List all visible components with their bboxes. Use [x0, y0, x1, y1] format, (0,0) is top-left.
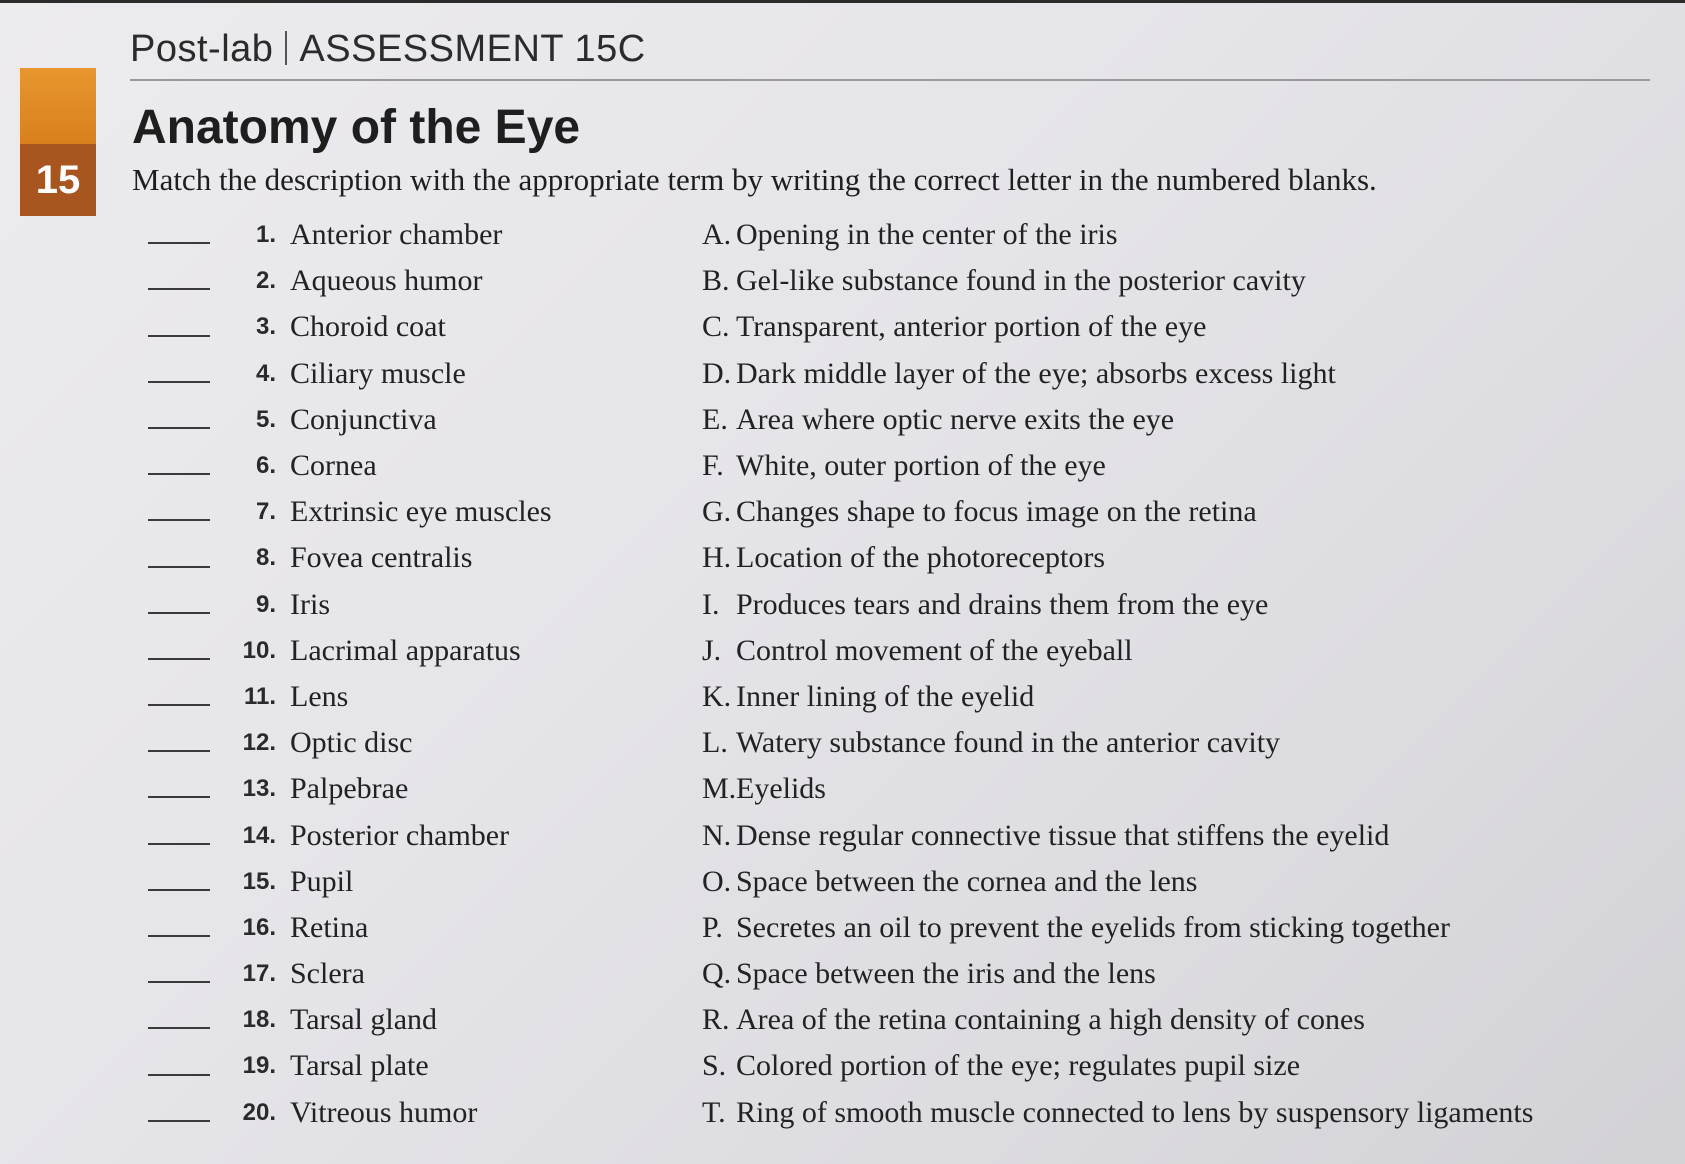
definition-row	[702, 628, 1642, 674]
definition-row	[702, 397, 1642, 443]
answer-blank[interactable]	[148, 658, 210, 660]
definition-letter: C.	[702, 310, 730, 344]
term-row	[148, 535, 708, 581]
answer-blank[interactable]	[148, 1120, 210, 1122]
term-number: 18.	[242, 1006, 276, 1034]
term-label: Posterior chamber	[290, 818, 510, 852]
term-row	[148, 1043, 708, 1089]
term-number: 17.	[242, 960, 276, 988]
badge-chapter-number: 15	[20, 144, 96, 216]
definition-row	[702, 720, 1642, 766]
term-number: 6.	[255, 452, 276, 480]
definition-row	[702, 535, 1642, 581]
definition-text: Produces tears and drains them from the eye	[736, 587, 1269, 621]
term-row	[148, 489, 708, 535]
definition-letter: J.	[702, 633, 722, 667]
term-row	[148, 443, 708, 489]
term-label: Anterior chamber	[290, 218, 503, 252]
term-label: Palpebrae	[290, 772, 409, 806]
definitions-list	[702, 212, 1642, 1136]
definition-text: Control movement of the eyeball	[736, 633, 1133, 667]
definition-letter: D.	[702, 356, 732, 390]
answer-blank[interactable]	[148, 519, 210, 521]
term-row	[148, 397, 708, 443]
term-number: 13.	[242, 775, 276, 803]
term-number: 12.	[242, 729, 276, 757]
term-number: 3.	[255, 313, 276, 341]
definition-letter: I.	[702, 587, 720, 621]
top-edge	[0, 0, 1685, 3]
term-number: 4.	[255, 359, 276, 387]
definition-letter: A.	[702, 218, 732, 252]
term-number: 1.	[255, 221, 276, 249]
definition-row	[702, 1043, 1642, 1089]
answer-blank[interactable]	[148, 242, 210, 244]
definition-text: Area where optic nerve exits the eye	[736, 402, 1175, 436]
definition-letter: P.	[702, 910, 723, 944]
definition-text: Space between the cornea and the lens	[736, 864, 1198, 898]
term-number: 15.	[242, 867, 276, 895]
chapter-badge	[20, 68, 96, 216]
term-row	[148, 628, 708, 674]
term-row	[148, 812, 708, 858]
term-number: 11.	[243, 682, 276, 710]
definition-row	[702, 674, 1642, 720]
definition-row	[702, 443, 1642, 489]
term-label: Tarsal plate	[290, 1049, 429, 1083]
definition-row	[702, 905, 1642, 951]
definition-text: Secretes an oil to prevent the eyelids from sticking together	[736, 910, 1450, 944]
definition-text: Changes shape to focus image on the retina	[736, 495, 1257, 529]
definition-letter: G.	[702, 495, 732, 529]
answer-blank[interactable]	[148, 612, 210, 614]
definition-letter: N.	[702, 818, 732, 852]
definition-text: Gel-like substance found in the posterior cavity	[736, 264, 1306, 298]
answer-blank[interactable]	[148, 704, 210, 706]
definition-text: Colored portion of the eye; regulates pupil size	[736, 1049, 1301, 1083]
definition-row	[702, 951, 1642, 997]
term-row	[148, 720, 708, 766]
terms-list	[148, 212, 708, 1136]
definition-letter: M.	[702, 772, 737, 806]
answer-blank[interactable]	[148, 935, 210, 937]
term-row	[148, 1090, 708, 1136]
assessment-header	[130, 28, 1650, 81]
term-number: 19.	[242, 1052, 276, 1080]
term-row	[148, 766, 708, 812]
answer-blank[interactable]	[148, 796, 210, 798]
definition-text: Transparent, anterior portion of the eye	[736, 310, 1207, 344]
term-row	[148, 951, 708, 997]
answer-blank[interactable]	[148, 889, 210, 891]
definition-text: Dense regular connective tissue that stiffens the eyelid	[736, 818, 1390, 852]
definition-row	[702, 1090, 1642, 1136]
definition-text: Space between the iris and the lens	[736, 957, 1156, 991]
definition-letter: B.	[702, 264, 730, 298]
term-label: Lens	[290, 679, 349, 713]
answer-blank[interactable]	[148, 473, 210, 475]
term-label: Lacrimal apparatus	[290, 633, 521, 667]
term-label: Fovea centralis	[290, 541, 473, 575]
answer-blank[interactable]	[148, 381, 210, 383]
term-row	[148, 674, 708, 720]
term-row	[148, 258, 708, 304]
term-row	[148, 582, 708, 628]
term-label: Cornea	[290, 449, 377, 483]
definition-row	[702, 582, 1642, 628]
definition-letter: L.	[702, 726, 728, 760]
term-row	[148, 905, 708, 951]
term-number: 20.	[242, 1098, 276, 1126]
term-number: 7.	[255, 498, 276, 526]
definition-row	[702, 212, 1642, 258]
definition-row	[702, 812, 1642, 858]
instructions: Match the description with the appropriate term by writing the correct letter in the numbered blanks.	[132, 162, 1377, 197]
answer-blank[interactable]	[148, 427, 210, 429]
definition-text: Location of the photoreceptors	[736, 541, 1106, 575]
answer-blank[interactable]	[148, 750, 210, 752]
term-label: Extrinsic eye muscles	[290, 495, 552, 529]
definition-text: Ring of smooth muscle connected to lens by suspensory ligaments	[736, 1095, 1534, 1129]
definition-row	[702, 351, 1642, 397]
term-label: Sclera	[290, 957, 365, 991]
definition-text: Inner lining of the eyelid	[736, 679, 1035, 713]
term-row	[148, 351, 708, 397]
term-label: Conjunctiva	[290, 402, 437, 436]
term-row	[148, 859, 708, 905]
term-label: Aqueous humor	[290, 264, 483, 298]
answer-blank[interactable]	[148, 843, 210, 845]
definition-text: White, outer portion of the eye	[736, 449, 1106, 483]
definition-row	[702, 766, 1642, 812]
answer-blank[interactable]	[148, 1074, 210, 1076]
term-number: 5.	[255, 405, 276, 433]
definition-row	[702, 304, 1642, 350]
term-row	[148, 997, 708, 1043]
definition-letter: Q.	[702, 957, 732, 991]
term-number: 2.	[255, 267, 276, 295]
definition-letter: T.	[702, 1095, 726, 1129]
definition-text: Eyelids	[736, 772, 826, 806]
definition-text: Watery substance found in the anterior cavity	[736, 726, 1281, 760]
badge-orange-block	[20, 68, 96, 144]
term-label: Iris	[290, 587, 330, 621]
definition-text: Opening in the center of the iris	[736, 218, 1118, 252]
answer-blank[interactable]	[148, 288, 210, 290]
definition-row	[702, 489, 1642, 535]
term-label: Retina	[290, 910, 369, 944]
definition-text: Dark middle layer of the eye; absorbs excess light	[736, 356, 1336, 390]
answer-blank[interactable]	[148, 335, 210, 337]
page-title: Anatomy of the Eye	[132, 101, 581, 154]
answer-blank[interactable]	[148, 981, 210, 983]
term-row	[148, 212, 708, 258]
definition-letter: S.	[702, 1049, 727, 1083]
term-label: Choroid coat	[290, 310, 446, 344]
definition-row	[702, 258, 1642, 304]
header-label-assessment: ASSESSMENT 15C	[299, 28, 646, 70]
term-number: 8.	[255, 544, 276, 572]
answer-blank[interactable]	[148, 566, 210, 568]
definition-letter: H.	[702, 541, 732, 575]
term-number: 16.	[242, 913, 276, 941]
term-number: 14.	[242, 821, 276, 849]
definition-letter: K.	[702, 679, 732, 713]
term-label: Pupil	[290, 864, 354, 898]
term-label: Ciliary muscle	[290, 356, 466, 390]
definition-letter: R.	[702, 1003, 730, 1037]
header-divider	[285, 31, 287, 65]
term-label: Vitreous humor	[290, 1095, 478, 1129]
term-label: Tarsal gland	[290, 1003, 438, 1037]
term-number: 9.	[255, 590, 276, 618]
definition-text: Area of the retina containing a high density of cones	[736, 1003, 1365, 1037]
header-label-postlab: Post-lab	[130, 28, 274, 70]
answer-blank[interactable]	[148, 1027, 210, 1029]
definition-row	[702, 859, 1642, 905]
term-row	[148, 304, 708, 350]
definition-letter: F.	[702, 449, 724, 483]
term-number: 10.	[242, 636, 276, 664]
definition-row	[702, 997, 1642, 1043]
term-label: Optic disc	[290, 726, 413, 760]
definition-letter: O.	[702, 864, 732, 898]
definition-letter: E.	[702, 402, 728, 436]
